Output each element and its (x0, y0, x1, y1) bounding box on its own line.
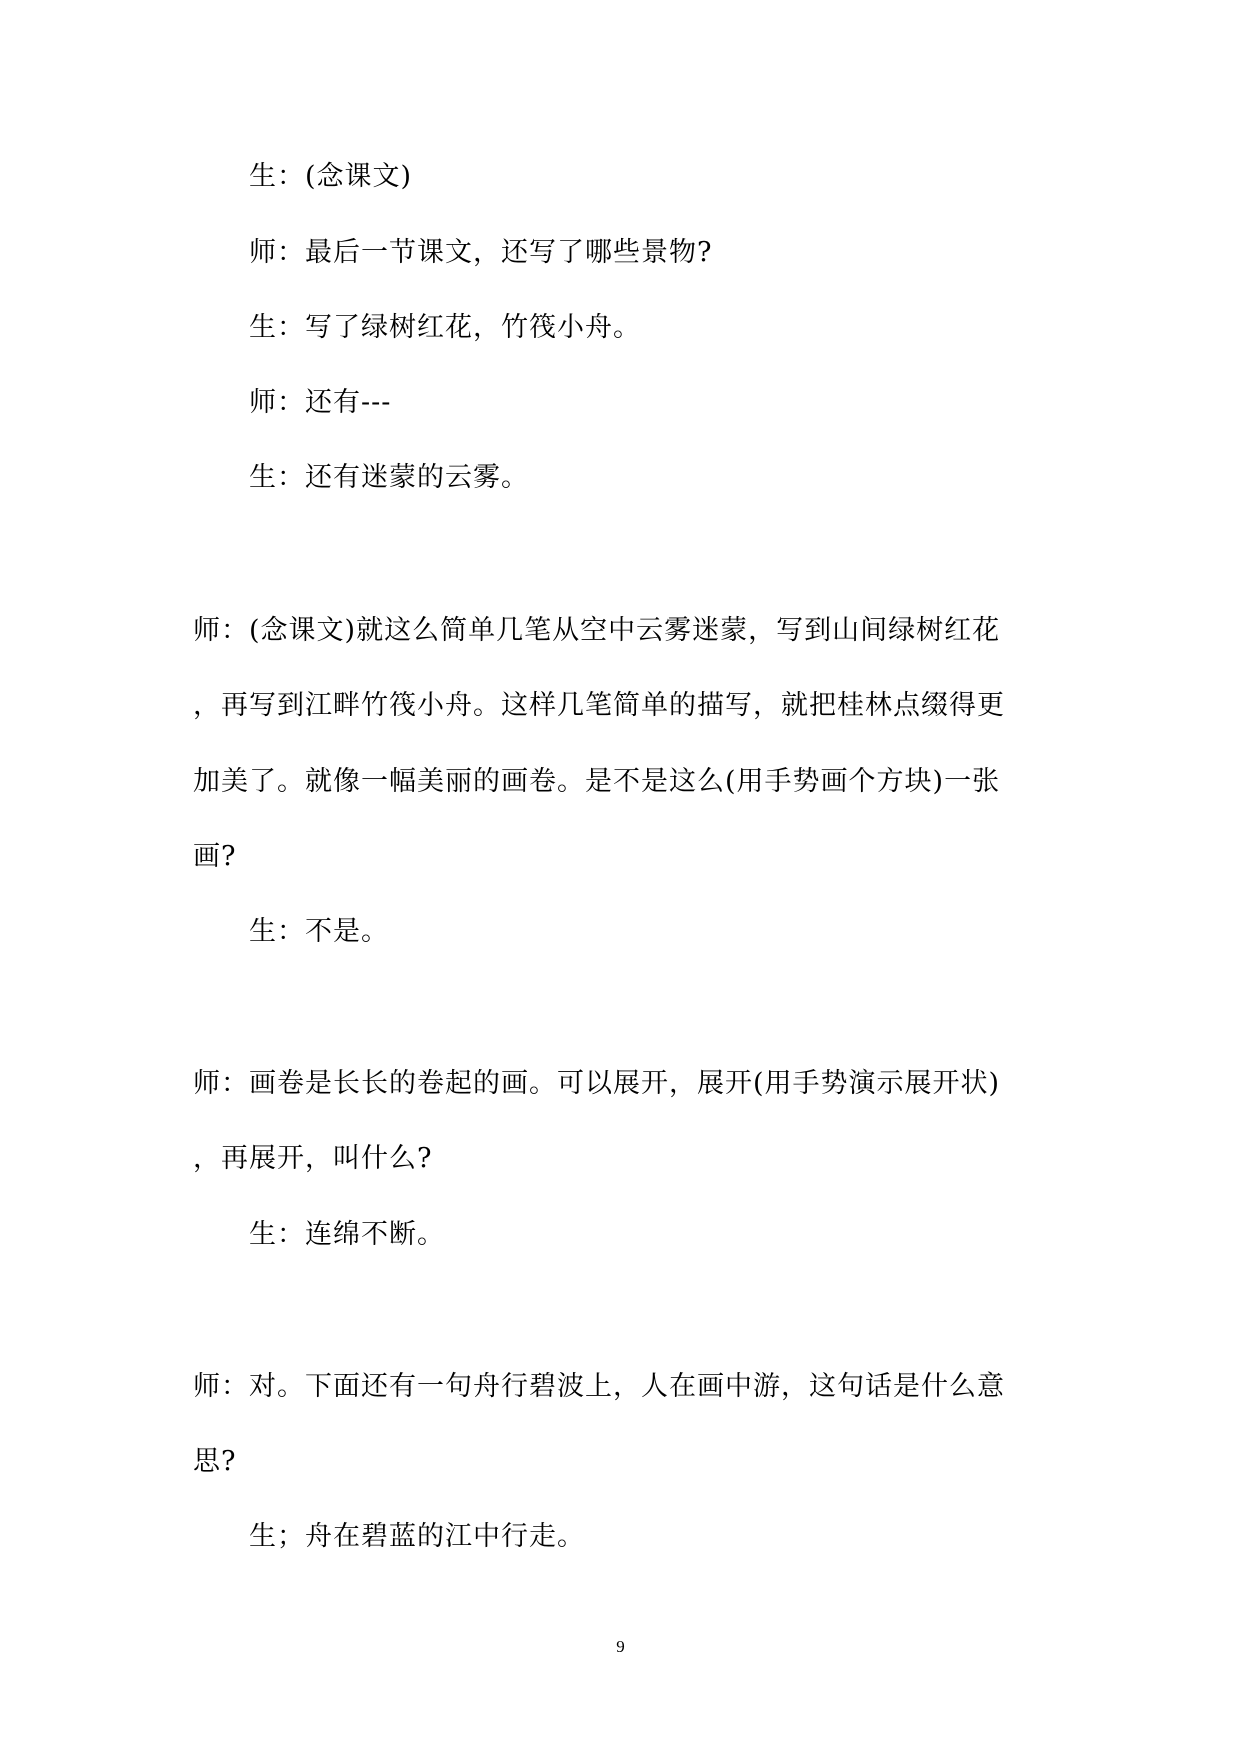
dialogue-line: 生：不是。 (249, 916, 389, 947)
dialogue-line: 生：连绵不断。 (249, 1219, 445, 1250)
paragraph-line: 思? (193, 1446, 237, 1477)
paragraph-line: 加美了。就像一幅美丽的画卷。是不是这么(用手势画个方块)一张 (193, 766, 1001, 797)
dialogue-line: 师：最后一节课文，还写了哪些景物? (249, 237, 713, 268)
paragraph-line: 师：对。下面还有一句舟行碧波上，人在画中游，这句话是什么意 (193, 1371, 1005, 1402)
paragraph-line: 师：(念课文)就这么简单几笔从空中云雾迷蒙，写到山间绿树红花 (193, 615, 1001, 646)
page-number: 9 (616, 1637, 625, 1656)
dialogue-line: 生：写了绿树红花，竹筏小舟。 (249, 312, 641, 343)
paragraph-line: ，再展开，叫什么? (193, 1143, 433, 1174)
paragraph-line: 师：画卷是长长的卷起的画。可以展开，展开(用手势演示展开状) (193, 1068, 1001, 1099)
paragraph-line: 画? (193, 841, 237, 872)
dialogue-line: 生：(念课文) (249, 161, 413, 192)
dialogue-line: 生：还有迷蒙的云雾。 (249, 462, 529, 493)
paragraph-line: ，再写到江畔竹筏小舟。这样几笔简单的描写，就把桂林点缀得更 (193, 690, 1005, 721)
dialogue-line: 师：还有--- (249, 387, 392, 418)
dialogue-line: 生；舟在碧蓝的江中行走。 (249, 1521, 585, 1552)
